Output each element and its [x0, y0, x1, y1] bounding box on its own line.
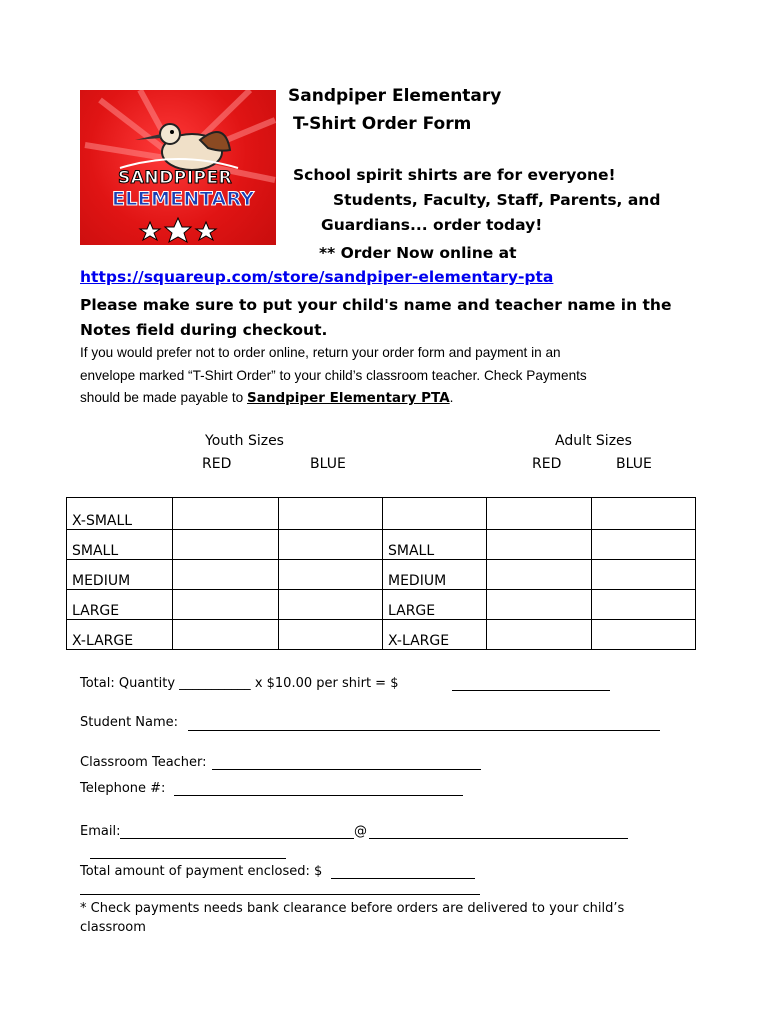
youth-size-label: X-LARGE	[67, 620, 173, 650]
table-row	[67, 498, 696, 530]
adult-size-label: LARGE	[383, 590, 487, 620]
payment-enclosed-field[interactable]	[331, 878, 475, 879]
notes-instruction-line2: Notes field during checkout.	[80, 321, 328, 339]
school-logo	[80, 90, 276, 245]
youth-red-heading: RED	[202, 456, 232, 472]
payee-name: Sandpiper Elementary PTA	[247, 390, 450, 406]
payment-enclosed-label: Total amount of payment enclosed: $	[80, 864, 323, 879]
adult-blue-qty-cell[interactable]	[592, 498, 696, 530]
youth-blue-qty-cell[interactable]	[279, 530, 383, 560]
intro-line1: School spirit shirts are for everyone!	[293, 166, 616, 184]
table-row	[67, 590, 696, 620]
youth-size-label: SMALL	[67, 530, 173, 560]
total-cost-field[interactable]	[452, 690, 610, 691]
adult-blue-heading: BLUE	[616, 456, 652, 472]
classroom-teacher-label: Classroom Teacher:	[80, 755, 207, 770]
adult-red-qty-cell[interactable]	[487, 560, 592, 590]
email-at-sign: @	[354, 824, 367, 839]
table-row	[67, 530, 696, 560]
youth-red-qty-cell[interactable]	[173, 498, 279, 530]
youth-size-label: MEDIUM	[67, 560, 173, 590]
youth-size-label: X-SMALL	[67, 498, 173, 530]
adult-blue-qty-cell[interactable]	[592, 590, 696, 620]
adult-sizes-heading: Adult Sizes	[555, 433, 632, 449]
adult-blue-qty-cell[interactable]	[592, 530, 696, 560]
title-line1: Sandpiper Elementary	[288, 86, 502, 106]
intro-line3: Guardians... order today!	[321, 216, 543, 234]
youth-size-label: LARGE	[67, 590, 173, 620]
logo-text-bottom: ELEMENTARY	[112, 188, 255, 210]
telephone-label: Telephone #:	[80, 781, 166, 796]
notes-instruction-line1: Please make sure to put your child's name and teacher name in the	[80, 296, 672, 314]
payable-suffix: .	[449, 390, 454, 405]
table-row	[67, 560, 696, 590]
adult-red-qty-cell[interactable]	[487, 590, 592, 620]
youth-blue-qty-cell[interactable]	[279, 560, 383, 590]
classroom-teacher-field[interactable]	[212, 769, 481, 770]
adult-red-qty-cell[interactable]	[487, 530, 592, 560]
logo-text-top: SANDPIPER	[118, 168, 233, 188]
youth-sizes-heading: Youth Sizes	[205, 433, 284, 449]
extra-line	[80, 894, 480, 895]
youth-blue-qty-cell[interactable]	[279, 620, 383, 650]
footnote-line1: * Check payments needs bank clearance before orders are delivered to your child’s	[80, 901, 625, 916]
adult-red-heading: RED	[532, 456, 562, 472]
offline-instruction-line1: If you would prefer not to order online, return your order form and payment in an	[80, 345, 561, 360]
email-continuation-field[interactable]	[90, 858, 286, 859]
email-domain-field[interactable]	[369, 838, 628, 839]
youth-blue-qty-cell[interactable]	[279, 498, 383, 530]
offline-instruction-line2: envelope marked “T-Shirt Order” to your child’s classroom teacher. Check Payments	[80, 368, 587, 383]
table-row	[67, 620, 696, 650]
youth-red-qty-cell[interactable]	[173, 620, 279, 650]
payable-prefix: should be made payable to	[80, 390, 248, 405]
adult-red-qty-cell[interactable]	[487, 620, 592, 650]
adult-size-label: X-LARGE	[383, 620, 487, 650]
student-name-field[interactable]	[188, 730, 660, 731]
adult-size-label	[383, 498, 487, 530]
youth-red-qty-cell[interactable]	[173, 560, 279, 590]
adult-blue-qty-cell[interactable]	[592, 560, 696, 590]
title-line2: T-Shirt Order Form	[293, 114, 472, 134]
size-order-table	[66, 497, 696, 650]
offline-instruction-line3	[80, 390, 453, 406]
telephone-field[interactable]	[174, 795, 463, 796]
email-user-field[interactable]	[120, 838, 354, 839]
adult-size-label: MEDIUM	[383, 560, 487, 590]
adult-blue-qty-cell[interactable]	[592, 620, 696, 650]
youth-red-qty-cell[interactable]	[173, 590, 279, 620]
adult-red-qty-cell[interactable]	[487, 498, 592, 530]
total-quantity-label: Total: Quantity ___________ x $10.00 per shirt = $	[80, 676, 399, 691]
order-now-text: ** Order Now online at	[319, 244, 517, 262]
youth-red-qty-cell[interactable]	[173, 530, 279, 560]
student-name-label: Student Name:	[80, 715, 179, 730]
youth-blue-heading: BLUE	[310, 456, 346, 472]
adult-size-label: SMALL	[383, 530, 487, 560]
store-link[interactable]: https://squareup.com/store/sandpiper-elementary-pta	[80, 268, 554, 286]
email-label: Email:	[80, 824, 121, 839]
intro-line2: Students, Faculty, Staff, Parents, and	[333, 191, 661, 209]
youth-blue-qty-cell[interactable]	[279, 590, 383, 620]
footnote-line2: classroom	[80, 920, 146, 935]
